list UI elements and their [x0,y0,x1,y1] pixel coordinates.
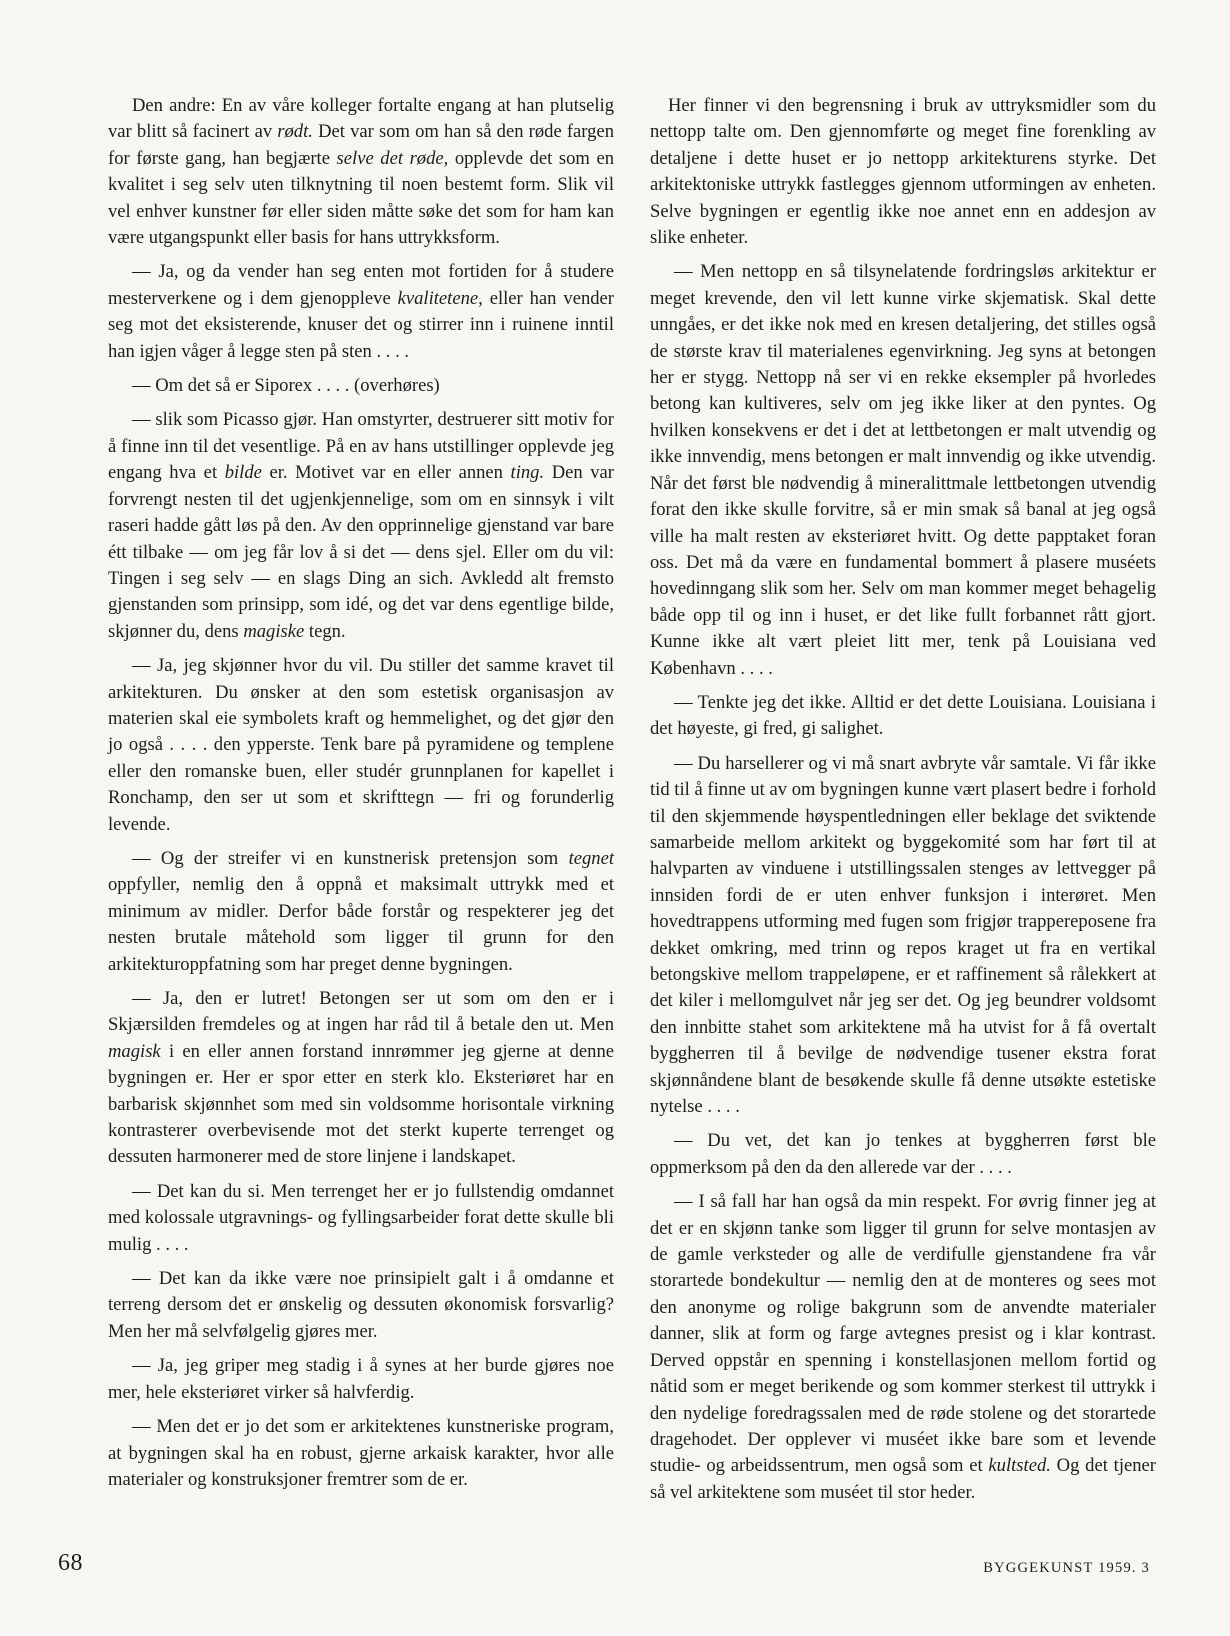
text-run: opplevde det som en kvalitet i seg selv uten tilknytning til noen bestemt form. Slik vil vel enhver kunstner før eller siden måtte søke det som for ham kan være utgangspunkt eller basis for hans uttrykksform. [108,147,615,249]
text-run: — Men det er jo det som er arkitektenes kunstneriske program, at bygningen skal ha en robust, gjerne arkaisk karakter, hvor alle materialer og konstruksjoner fremtrer som de er. [108,1416,614,1490]
paragraph [650,751,1156,1121]
paragraph [108,1179,614,1258]
text-run: Her finner vi den begrensning i bruk av uttryksmidler som du nettopp talte om. Den gjennomførte og meget fine forenkling av detaljene i dette huset er jo nettopp arkitekturens styrke. Det arkitektoniske uttrykk fastlegges gjennom utformingen av enheten. Selve bygningen er egentlig ikke noe annet enn en addesjon av slike enheter. [650,95,1156,249]
text-run: — Det kan da ikke være noe prinsipielt galt i å omdanne et terreng dersom det er ønskelig og dessuten økonomisk forsvarlig? Men her må selvfølgelig gjøres mer. [108,1268,614,1342]
paragraph [650,690,1156,743]
italic-text: bilde [224,462,262,484]
paragraph [108,407,614,645]
italic-text: kultsted. [988,1455,1051,1477]
text-run: — Tenkte jeg det ikke. Alltid er det dette Louisiana. Louisiana i det høyeste, gi fred, gi salighet. [650,691,1156,740]
text-column-right [650,93,1156,1514]
text-run: — Og der streifer vi en kunstnerisk pretensjon som [132,847,569,869]
text-run: i en eller annen forstand innrømmer jeg gjerne at denne bygningen er. Her er spor etter en sterk klo. Eksteriøret har en barbarisk skjønnhet som med sin voldsomme horisontale virkning kontrasterer overbevisende mot det sterkt kuperte terrenget og dessuten harmonerer med de store linjene i landskapet. [108,1040,614,1168]
italic-text: kvalitetene, [397,287,483,309]
text-run: — Ja, den er lutret! Betongen ser ut som om den er i Skjærsilden fremdeles og at ingen har råd til å betale den ut. Men [108,988,614,1036]
text-run: oppfyller, nemlig den å oppnå et maksimalt uttrykk med et minimum av midler. Derfor både forstår og respekterer jeg det nesten brutale måtehold som ligger til grunn for den arkitekturoppfatning som har preget denne bygningen. [108,874,614,975]
text-run: tegn. [304,620,346,642]
text-run: — Ja, og da vender han seg enten mot fortiden for å studere mesterverkene og i dem gjenoppleve [108,261,614,309]
text-run: er. Motivet var en eller annen [261,462,511,484]
text-run: eller han vender seg mot det eksisterende, knuser det og stirrer inn i ruinene inntil han igjen våger å legge sten på sten . . . . [108,287,614,362]
paragraph [650,1128,1156,1181]
paragraph [650,1189,1156,1506]
paragraph [108,653,614,838]
italic-text: selve det røde, [336,147,449,169]
text-run: — Om det så er Siporex . . . . (overhøres) [132,375,440,397]
paragraph [650,93,1156,251]
text-run: — slik som Picasso gjør. Han omstyrter, destruerer sitt motiv for å finne inn til det vesentlige. På en av hans utstillinger opplevde jeg engang hva et [108,409,614,484]
italic-text: magisk [108,1040,161,1062]
italic-text: tegnet [568,847,614,869]
paragraph [108,1266,614,1345]
text-run: — Ja, jeg skjønner hvor du vil. Du stiller det samme kravet til arkitekturen. Du ønsker at den som estetisk organisasjon av materien skal eie symbolets kraft og hemmelighet, og det gjør den jo også . . . . den ypperste. Tenk bare på pyramidene og templene eller den romanske buen, eller studér grunnplanen for kapellet i Ronchamp, den ser ut som et skrifttegn — fri og forunderlig levende. [108,655,614,835]
paragraph [650,259,1156,682]
paragraph [108,93,614,251]
paragraph [108,846,614,978]
text-column-left [108,93,614,1501]
paragraph [108,1414,614,1493]
running-title: BYGGEKUNST 1959. 3 [983,1560,1150,1576]
italic-text: ting. [510,462,545,484]
paragraph [108,1353,614,1406]
paragraph [108,259,614,365]
text-run: Og det tjener så vel arkitektene som muséet til stor heder. [650,1455,1156,1503]
text-run: — Det kan du si. Men terrenget her er jo fullstendig omdannet med kolossale utgravnings- og fyllingsarbeider forat dette skulle bli mulig . . . . [108,1180,614,1255]
text-run: — Du vet, det kan jo tenkes at byggherren først ble oppmerksom på den da den allerede var der . . . . [650,1130,1156,1178]
text-run: Den var forvrengt nesten til det ugjenkjennelige, som om en sinnsyk i vilt raseri hadde gått løs på den. Av den opprinnelige gjenstand var bare étt tilbake — om jeg får lov å si det — dens sjel. Eller om du vil: Tingen i seg selv — en slags Ding an sich. Avkledd alt fremsto gjenstanden som prinsipp, som idé, og det var dens egentlige bilde, skjønner du, dens [108,462,614,642]
paragraph [108,373,614,399]
text-run: Den andre: En av våre kolleger fortalte engang at han plutselig var blitt så facinert av [108,95,614,143]
italic-text: rødt. [277,121,313,143]
text-run: — I så fall har han også da min respekt. For øvrig finner jeg at det er en skjønn tanke som ligger til grunn for selve montasjen av de gamle verksteder og alle de verdifulle gjenstandene fra vår storartede bondekultur — nemlig den at de monteres og sees mot den anonyme og rolige bakgrunn som de anvendte materialer danner, slik at form og farge avtegnes presist og i klar kontrast. Derved oppstår en spenning i konstellasjonen mellom fortid og nåtid som er meget berikende og som kommer sterkest til uttrykk i den nydelige foredragssalen med de røde stolene og det storartede dragehodet. Der opplever vi muséet ikke bare som et levende studie- og arbeidssentrum, men også som et [650,1191,1156,1477]
text-run: — Men nettopp en så tilsynelatende fordringsløs arkitektur er meget krevende, den vil lett kunne virke skjematisk. Skal dette unngåes, er det ikke nok med en kresen detaljering, det stilles også de største krav til materialenes egenvirkning. Jeg syns at betongen her er stygg. Nettopp nå ser vi en rekke eksempler på hvorledes betong kan kultiveres, selv om jeg ikke liker at den pyntes. Og hvilken konsekvens er det i det at lettbetongen er malt utvendig og ikke innvendig, mens betongen er malt innvendig og ikke utvendig. Når det først ble nødvendig å mineralittmale lettbetongen utvendig forat den ikke skulle forvitre, så er min smak så banal at jeg også ville ha malt resten av eksteriøret hvitt. Og dette papptaket foran oss. Det må da være en fundamental bommert å plasere muséets hovedinngang slik som her. Selv om man kommer meget behagelig både opp til og inn i huset, er det like fullt forbannet rått gjort. Kunne ikke alt vært pleiet litt mer, tenk på Louisiana ved København . . . . [650,261,1156,679]
paragraph [108,986,614,1171]
text-run: — Du harsellerer og vi må snart avbryte vår samtale. Vi får ikke tid til å finne ut av om bygningen kunne vært plasert bedre i forhold til den skjemmende høyspentledningen eller beklage det sviktende samarbeide mellom arkitekt og byggekomité som har ført til at halvparten av vinduene i utstillingssalen stenges av lettvegger på innsiden fordi de er uten enhver funksjon i interøret. Men hovedtrappens utforming med fugen som frigjør trappereposene fra dekket omkring, med trinn og repos kraget ut fra en vertikal betongskive mellom trappeløpene, er et raffinement så rålekkert at det kiler i mellomgulvet når jeg ser det. Og jeg beundrer voldsomt den innbitte stahet som arkitektene må ha utvist for å få overtalt byggherren til å bevilge de nødvendige tusener ekstra forat skjønnåndene blant de besøkende skulle få denne utsøkte estetiske nytelse . . . . [650,752,1156,1118]
text-run: Det var som om han så den røde fargen for første gang, han begjærte [108,121,614,169]
italic-text: magiske [243,620,305,642]
text-run: — Ja, jeg griper meg stadig i å synes at her burde gjøres noe mer, hele eksteriøret virker så halvferdig. [108,1355,614,1403]
page-number: 68 [58,1550,83,1576]
